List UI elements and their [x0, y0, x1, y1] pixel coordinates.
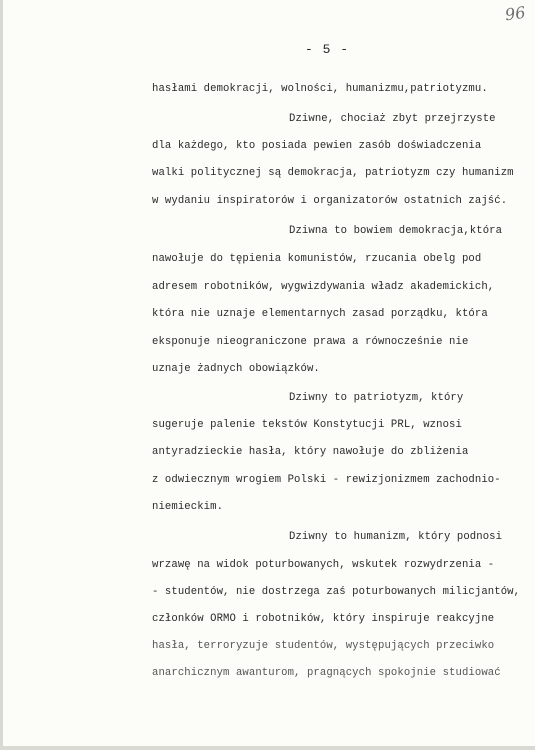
page-number: - 5 -	[305, 42, 350, 57]
text-line: członków ORMO i robotników, który inspiruje reakcyjne	[152, 613, 495, 625]
text-line: adresem robotników, wygwizdywania władz akademickich,	[152, 281, 495, 293]
text-line: Dziwny to humanizm, który podnosi	[289, 531, 503, 543]
text-line: z odwiecznym wrogiem Polski - rewizjonizmem zachodnio-	[152, 474, 501, 486]
text-line: uznaje żadnych obowiązków.	[152, 363, 320, 375]
text-line: która nie uznaje elementarnych zasad porządku, która	[152, 308, 488, 320]
text-line: niemieckim.	[152, 501, 224, 513]
text-line: wrzawę na widok poturbowanych, wskutek rozwydrzenia -	[152, 559, 495, 571]
text-line: anarchicznym awanturom, pragnących spokojnie studiować	[152, 667, 501, 679]
text-line: eksponuje nieograniczone prawa a równocześnie nie	[152, 336, 469, 348]
text-line: - studentów, nie dostrzega zaś poturbowanych milicjantów,	[152, 586, 521, 598]
text-line: walki politycznej są demokracja, patriotyzm czy humanizm	[152, 167, 514, 179]
text-line: w wydaniu inspiratorów i organizatorów ostatnich zajść.	[152, 195, 508, 207]
text-line: Dziwne, chociaż zbyt przejrzyste	[289, 113, 496, 125]
text-line: Dziwny to patriotyzm, który	[289, 392, 464, 404]
page-left-edge	[0, 0, 3, 750]
handwritten-page-number: 96	[503, 2, 527, 25]
text-line: hasła, terroryzuje studentów, występujących przeciwko	[152, 640, 495, 652]
text-line: sugeruje palenie tekstów Konstytucji PRL, wznosi	[152, 419, 462, 431]
text-line: hasłami demokracji, wolności, humanizmu,patriotyzmu.	[152, 83, 488, 95]
page-bottom-edge	[0, 746, 535, 750]
text-line: nawołuje do tępienia komunistów, rzucania obelg pod	[152, 253, 482, 265]
text-line: Dziwna to bowiem demokracja,która	[289, 225, 503, 237]
text-line: antyradzieckie hasła, który nawołuje do zbliżenia	[152, 446, 469, 458]
text-line: dla każdego, kto posiada pewien zasób doświadczenia	[152, 140, 482, 152]
